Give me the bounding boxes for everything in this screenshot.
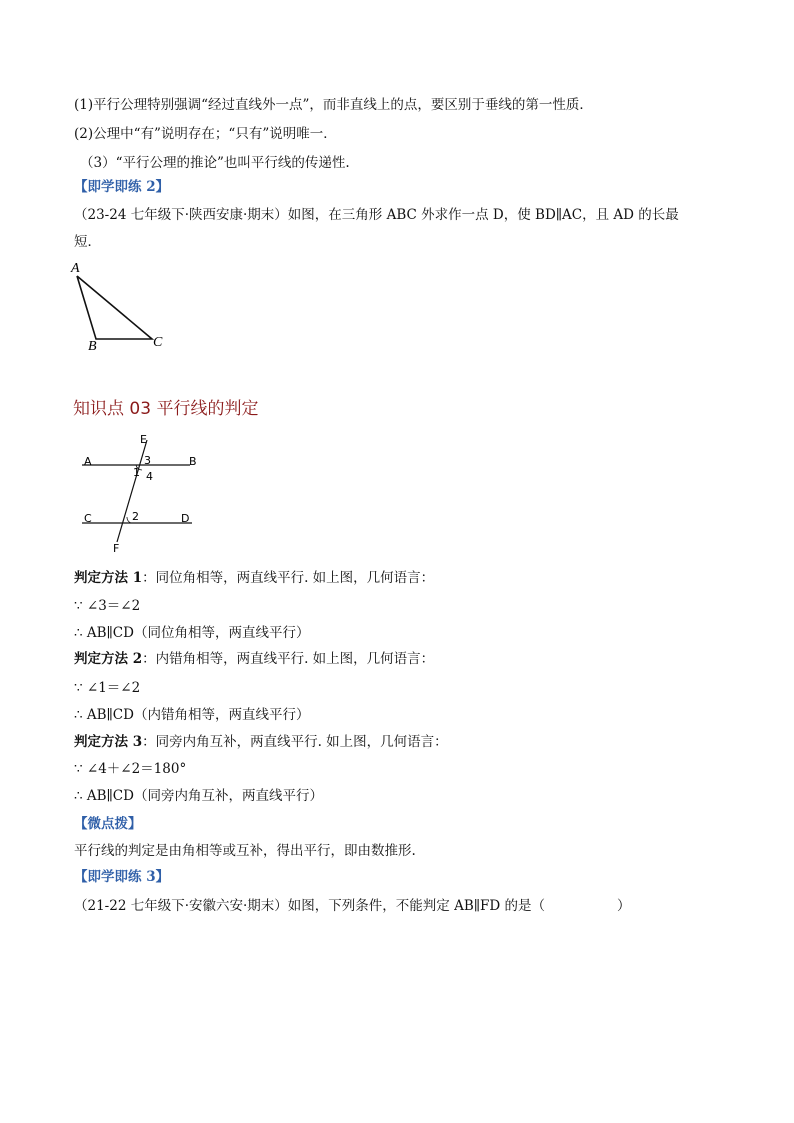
practice-3-text [74, 897, 630, 915]
method-3-therefore: ∴ AB∥CD（同旁内角互补，两直线平行） [74, 788, 323, 804]
label-c: C [84, 512, 92, 525]
method-3 [74, 733, 448, 751]
section-heading: 知识点 03 平行线的判定 [73, 399, 259, 419]
method-2-label: 判定方法 2 [74, 651, 143, 667]
method-2-therefore: ∴ AB∥CD（内错角相等，两直线平行） [74, 707, 310, 723]
transversal-ef [117, 440, 147, 542]
note-1: (1)平行公理特别强调“经过直线外一点”，而非直线上的点，要区别于垂线的第一性质． [74, 97, 593, 113]
vertex-label-a: A [71, 261, 80, 276]
label-a: A [84, 455, 92, 468]
method-2-because: ∵ ∠1＝∠2 [74, 680, 141, 696]
note-3: （3）“平行公理的推论”也叫平行线的传递性. [80, 155, 350, 171]
vertex-label-c: C [153, 335, 163, 350]
practice-2-title: 【即学即练 2】 [74, 179, 170, 195]
method-3-text: ：同旁内角互补，两直线平行. 如上图，几何语言： [142, 734, 448, 750]
method-1-text: ：同位角相等，两直线平行. 如上图，几何语言： [142, 570, 435, 586]
label-e: E [140, 433, 147, 446]
angle-arc-2 [127, 517, 131, 523]
method-2-text: ：内错角相等，两直线平行. 如上图，几何语言： [142, 651, 435, 667]
angle-label-3: 3 [144, 454, 151, 467]
triangle-figure [66, 258, 176, 354]
angle-label-1: 1 [133, 466, 140, 479]
practice-3-title: 【即学即练 3】 [74, 869, 170, 885]
method-1-label: 判定方法 1 [74, 570, 143, 586]
triangle-edges [77, 276, 152, 339]
label-d: D [181, 512, 190, 525]
method-1-because: ∵ ∠3＝∠2 [74, 598, 141, 614]
method-3-because: ∵ ∠4＋∠2＝180° [74, 761, 187, 777]
vertex-label-b: B [88, 339, 97, 354]
practice-2-text-line2: 短． [74, 234, 101, 250]
angle-label-2: 2 [132, 510, 139, 523]
method-3-label: 判定方法 3 [74, 734, 143, 750]
parallel-lines-figure [74, 430, 204, 556]
method-1 [74, 569, 434, 587]
label-b: B [189, 455, 197, 468]
tip-title: 【微点拨】 [74, 816, 142, 832]
tip-text: 平行线的判定是由角相等或互补，得出平行，即由数推形. [74, 843, 416, 859]
method-2 [74, 650, 434, 668]
method-1-therefore: ∴ AB∥CD（同位角相等，两直线平行） [74, 625, 310, 641]
practice-2-text-line1: （23-24 七年级下·陕西安康·期末）如图，在三角形 ABC 外求作一点 D，使 BD∥AC，且 AD 的长最 [74, 207, 679, 223]
label-f: F [113, 542, 120, 555]
angle-label-4: 4 [146, 470, 153, 483]
note-2: (2)公理中“有”说明存在；“只有”说明唯一． [74, 126, 337, 142]
practice-3-question: （21-22 七年级下·安徽六安·期末）如图，下列条件，不能判定 AB∥FD 的是（ [74, 898, 545, 914]
practice-3-close-paren: ） [616, 898, 631, 914]
